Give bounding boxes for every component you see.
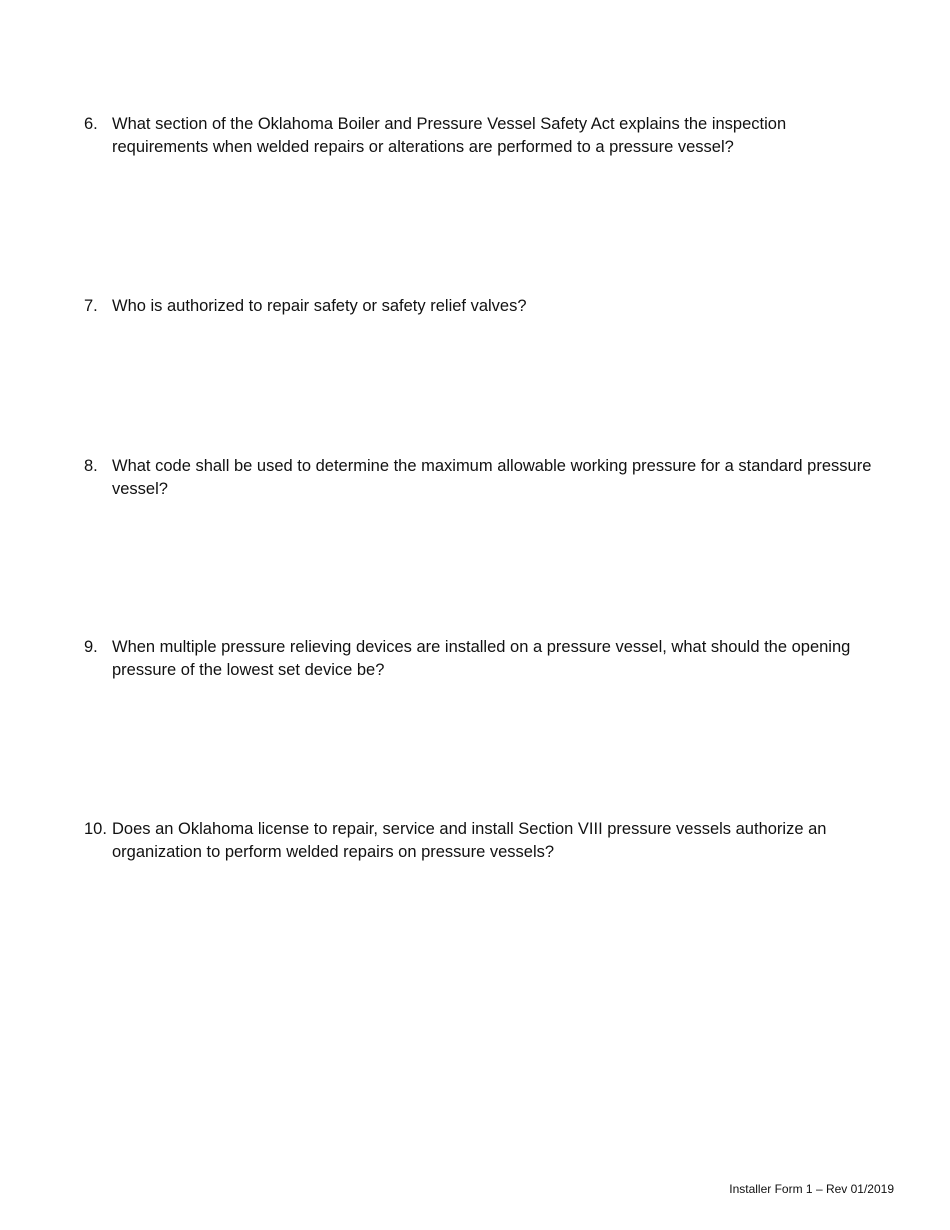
question-number: 8. bbox=[84, 457, 98, 475]
question-number: 10. bbox=[84, 820, 107, 838]
question-text: Does an Oklahoma license to repair, service and install Section VIII pressure vessels authorize an organization to perform welded repairs on pressure vessels? bbox=[112, 820, 827, 861]
form-footer-label: Installer Form 1 – Rev 01/2019 bbox=[729, 1182, 894, 1196]
question-text: When multiple pressure relieving devices are installed on a pressure vessel, what should the opening pressure of the lowest set device be? bbox=[112, 638, 851, 679]
question-7 bbox=[84, 295, 884, 318]
question-10 bbox=[84, 818, 884, 863]
question-number: 9. bbox=[84, 638, 98, 656]
question-8 bbox=[84, 455, 884, 500]
question-text: What section of the Oklahoma Boiler and Pressure Vessel Safety Act explains the inspection requirements when welded repairs or alterations are performed to a pressure vessel? bbox=[112, 115, 787, 156]
question-9 bbox=[84, 636, 884, 681]
question-text: What code shall be used to determine the maximum allowable working pressure for a standard pressure vessel? bbox=[112, 457, 872, 498]
question-text: Who is authorized to repair safety or safety relief valves? bbox=[112, 297, 527, 315]
question-number: 6. bbox=[84, 115, 98, 133]
question-number: 7. bbox=[84, 297, 98, 315]
question-6 bbox=[84, 113, 884, 158]
